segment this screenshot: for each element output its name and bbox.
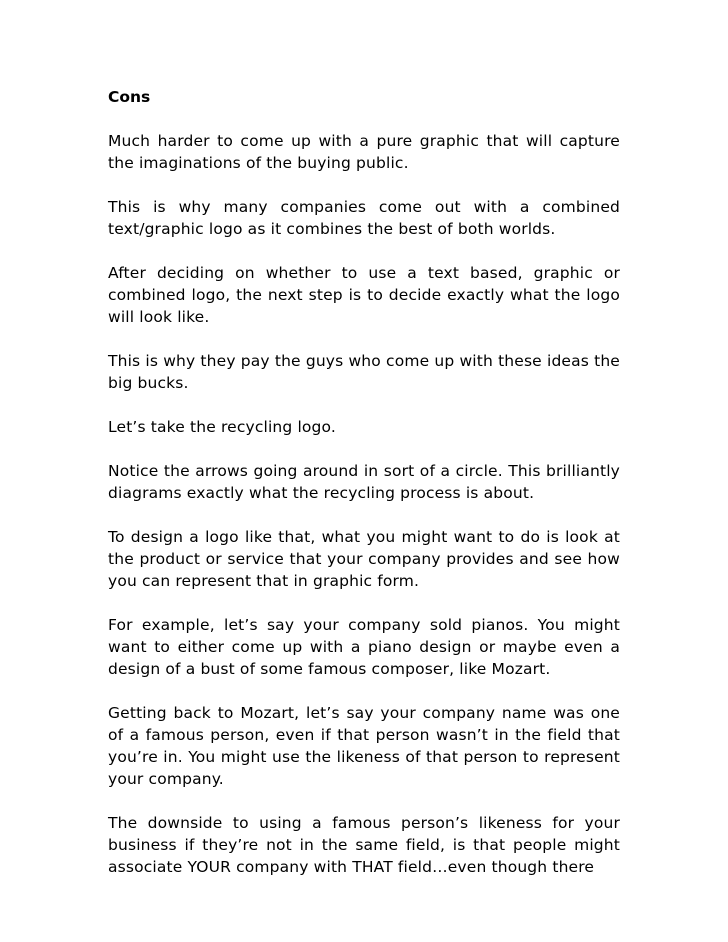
- paragraph: This is why they pay the guys who come up with these ideas the big bucks.: [108, 352, 620, 392]
- section-heading: Cons: [108, 88, 151, 106]
- paragraph: Much harder to come up with a pure graphic that will capture the imaginations of the buying public.: [108, 132, 620, 172]
- paragraph: For example, let’s say your company sold pianos. You might want to either come up with a piano design or maybe even a design of a bust of some famous composer, like Mozart.: [108, 616, 620, 678]
- paragraph: This is why many companies come out with a combined text/graphic logo as it combines the best of both worlds.: [108, 198, 620, 238]
- document-page: [108, 86, 620, 878]
- paragraph: The downside to using a famous person’s likeness for your business if they’re not in the same field, is that people might associate YOUR company with THAT field…even though there: [108, 814, 620, 876]
- paragraph: To design a logo like that, what you might want to do is look at the product or service that your company provides and see how you can represent that in graphic form.: [108, 528, 620, 590]
- paragraph: After deciding on whether to use a text based, graphic or combined logo, the next step is to decide exactly what the logo will look like.: [108, 264, 620, 326]
- paragraph: Let’s take the recycling logo.: [108, 418, 336, 436]
- paragraph: Notice the arrows going around in sort of a circle. This brilliantly diagrams exactly what the recycling process is about.: [108, 462, 620, 502]
- paragraph: Getting back to Mozart, let’s say your company name was one of a famous person, even if that person wasn’t in the field that you’re in. You might use the likeness of that person to represent your company.: [108, 704, 620, 788]
